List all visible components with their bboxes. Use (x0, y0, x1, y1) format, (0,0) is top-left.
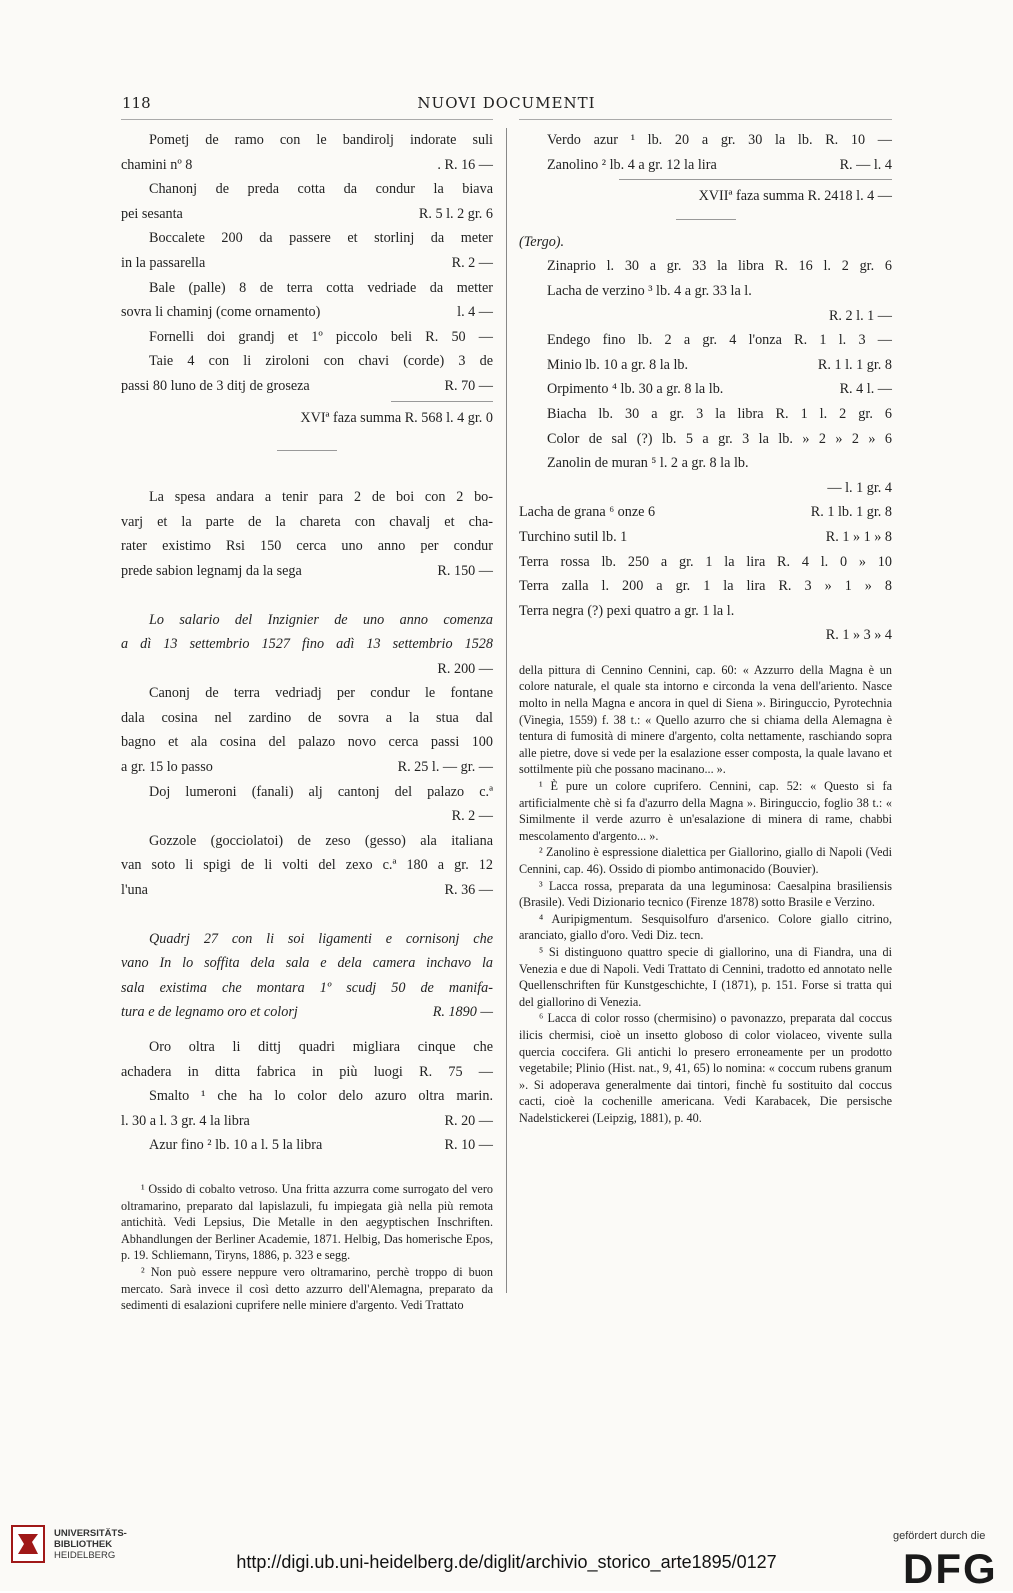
right-footnotes (519, 662, 892, 1127)
text-line (121, 325, 493, 350)
line-text: in la passarella (121, 254, 206, 271)
line-text: dala cosina nel zardino de sovra a la stua dal (121, 709, 493, 726)
left-column (121, 128, 493, 1314)
line-text: a gr. 15 lo passo (121, 759, 213, 776)
footnote: della pittura di Cennino Cennini, cap. 60: « Azzurro della Magna è un colore naturale, el quale sta intorno e circonda la vena dell'ariento. Nasce molto in nella Magna e ancora in quel di Siena ». Biringuccio, Pyrotechnia (Vinegia, 1559) f. 38 t.: « Quello azurro che si chiama della Alemagna è tentura di fumosità di minere d'argento, colta nettamente, raschiando sopra alle pietre, dove si vede per la esalazione esser composta, la quale lavano et sottilmente più che possano macinano... ». (519, 662, 892, 777)
line-text: Color de sal (?) lb. 5 a gr. 3 la lb. » 2 » 2 » 6 (547, 430, 892, 447)
text-line (519, 574, 892, 599)
text-line (121, 608, 493, 633)
text-line (121, 657, 493, 682)
line-text: Endego fino lb. 2 a gr. 4 l'onza R. 1 l. 3 — (547, 332, 892, 349)
section-rule (277, 450, 337, 451)
line-amount: R. 1 lb. 1 gr. 8 (810, 504, 892, 521)
text-line (121, 1000, 493, 1025)
text-line (519, 128, 892, 153)
text-line (121, 829, 493, 854)
sum-rule-right (619, 179, 892, 180)
text-line (519, 254, 892, 279)
text-line (519, 451, 892, 476)
line-text: vano In lo soffita dela sala e dela camera inchavo la (121, 955, 493, 972)
text-line (121, 510, 493, 535)
text-line (519, 500, 892, 525)
running-title: NUOVI DOCUMENTI (417, 94, 596, 112)
line-text: Lacha de grana ⁶ onze 6 (519, 504, 656, 521)
line-amount: R. 5 l. 2 gr. 6 (418, 205, 493, 222)
line-text: van soto li spigi de li volti del zexo c.ª 180 a gr. 12 (121, 857, 493, 874)
line-text: tura e de legnamo oro et colorj (121, 1004, 298, 1021)
text-line (121, 878, 493, 903)
line-text: R. 2 — (451, 808, 493, 825)
line-text: R. 200 — (437, 660, 493, 677)
header-rule-left (121, 119, 493, 120)
right-entries-2 (519, 254, 892, 648)
page-number: 118 (122, 94, 151, 112)
line-text: Terra rossa lb. 250 a gr. 1 la lira R. 4 l. 0 » 10 (519, 553, 892, 570)
page-sum-17: XVIIª faza summa R. 2418 l. 4 — (698, 188, 892, 205)
text-line (121, 534, 493, 559)
text-line (121, 202, 493, 227)
text-line (121, 755, 493, 780)
text-line (121, 559, 493, 584)
text-line (519, 279, 892, 304)
line-text: sovra li chaminj (come ornamento) (121, 304, 321, 321)
left-entries-5 (121, 1035, 493, 1158)
line-amount: R. 1 » 1 » 8 (825, 528, 892, 545)
text-line (121, 300, 493, 325)
line-text: passi 80 luno de 3 ditj de groseza (121, 377, 310, 394)
text-line (121, 349, 493, 374)
header-rule-right (519, 119, 892, 120)
text-line (121, 276, 493, 301)
line-text: Zanolino ² lb. 4 a gr. 12 la lira (547, 156, 717, 173)
line-text: Canonj de terra vedriadj per condur le fontane (149, 685, 493, 702)
left-entries-3 (121, 608, 493, 903)
text-line (121, 1133, 493, 1158)
line-text: Smalto ¹ che ha lo color delo azuro oltra marin. (149, 1088, 493, 1105)
text-line (519, 623, 892, 648)
text-line (121, 177, 493, 202)
tergo-heading: (Tergo). (519, 233, 565, 250)
text-line (121, 706, 493, 731)
text-line (519, 525, 892, 550)
text-line (121, 951, 493, 976)
line-text: Chanonj de preda cotta da condur la biava (149, 181, 493, 198)
line-text: Biacha lb. 30 a gr. 3 la libra R. 1 l. 2 gr. 6 (547, 405, 892, 422)
line-text: Taie 4 con li ziroloni con chavi (corde) 3 de (149, 353, 493, 370)
text-line (121, 853, 493, 878)
line-text: R. 1 » 3 » 4 (825, 627, 892, 644)
line-amount: R. 1890 — (432, 1004, 493, 1021)
line-amount: R. 150 — (437, 562, 493, 579)
text-line (519, 599, 892, 624)
line-text: l'una (121, 882, 148, 899)
line-amount: R. 20 — (444, 1112, 493, 1129)
line-text: — l. 1 gr. 4 (827, 479, 892, 496)
text-line (519, 402, 892, 427)
line-text: Fornelli doi grandj et 1º piccolo beli R. 50 — (149, 328, 493, 345)
text-line (519, 328, 892, 353)
text-line (121, 1109, 493, 1134)
line-amount: R. — l. 4 (839, 156, 892, 173)
line-text: Turchino sutil lb. 1 (519, 528, 628, 545)
line-text: Doj lumeroni (fanali) alj cantonj del palazo c.ª (149, 783, 493, 800)
text-line (519, 353, 892, 378)
text-line (121, 226, 493, 251)
text-line (121, 251, 493, 276)
right-column (519, 128, 892, 1127)
footnote: ¹ È pure un colore cuprifero. Cennini, cap. 52: « Questo si fa artificialmente chè si fa d'azurro della Magna ». Biringuccio, foglio 38 t.: « Similmente il verde azurro è un'esalazione di minera di rame, chabbi mescolamento d'argento... ». (519, 779, 892, 843)
line-text: a dì 13 settembrio 1527 fino adì 13 settembrio 1528 (121, 636, 493, 653)
line-text: Boccalete 200 da passere et storlinj da meter (149, 230, 493, 247)
line-text: Quadrj 27 con li soi ligamenti e cornisonj che (149, 930, 493, 947)
line-text: La spesa andara a tenir para 2 de boi con 2 bo- (149, 489, 493, 506)
line-text: chamini nº 8 (121, 156, 193, 173)
sum-rule (391, 401, 493, 402)
line-amount: R. 70 — (444, 377, 493, 394)
library-name: UNIVERSITÄTS- BIBLIOTHEK HEIDELBERG (54, 1528, 127, 1561)
line-text: Lo salario del Inzignier de uno anno comenza (149, 611, 493, 628)
line-text: sala existima che montara 1º scudj 50 de manifa- (121, 979, 493, 996)
line-text: Bale (palle) 8 de terra cotta vedriade da metter (149, 279, 493, 296)
line-text: achadera in ditta fabrica in più luogi R. 75 — (121, 1063, 493, 1080)
section-rule-right (676, 219, 736, 220)
text-line (519, 153, 892, 178)
footnote: ⁶ Lacca di color rosso (chermisino) o pavonazzo, preparata dal coccus ilicis chermisi, cioè un insetto globoso di color violaceo, vivente sulla quercia coccifera. Gli antichi lo presero erroneamente per un prodotto vegetabile; Plinio (Hist. nat., 9, 41, 65) lo nomina: « coccum rubens granum ». Si adoperava generalmente dai tintori, finchè fu sostituito dal coccus cacti, cioè la cochenille americana. Vedi Karabacek, Die persische Nadelstickerei (Leipzig, 1881), p. 40. (519, 1011, 892, 1125)
line-text: varj et la parte de la chareta con chavalj et cha- (121, 513, 493, 530)
text-line (121, 153, 493, 178)
line-text: Gozzole (gocciolatoi) de zeso (gesso) ala italiana (149, 832, 493, 849)
column-divider (506, 128, 507, 1293)
line-text: Minio lb. 10 a gr. 8 la lb. (547, 356, 689, 373)
line-text: Lacha de verzino ³ lb. 4 a gr. 33 la l. (547, 282, 752, 299)
line-amount: . R. 16 — (437, 156, 493, 173)
line-amount: R. 1 l. 1 gr. 8 (817, 356, 892, 373)
line-amount: R. 36 — (444, 882, 493, 899)
left-entries-4 (121, 927, 493, 1025)
text-line (519, 377, 892, 402)
text-line (519, 427, 892, 452)
footnote: ² Non può essere neppure vero oltramarino, perchè troppo di buon mercato. Sarà invece il così detto azzurro dell'Alemagna, preparato da sedimenti di esalazioni cuprifere nelle miniere d'argento. Vedi Trattato (121, 1264, 493, 1313)
text-line (121, 128, 493, 153)
text-line (121, 804, 493, 829)
text-line (121, 1060, 493, 1085)
footnote: ³ Lacca rossa, preparata da una leguminosa: Caesalpina brasiliensis (Brasile). Vedi Dizionario tecnico (Firenze 1878) sotto Brasile e Verzino. (519, 878, 892, 910)
text-line (121, 681, 493, 706)
line-text: Verdo azur ¹ lb. 20 a gr. 30 la lb. R. 10 — (547, 132, 892, 148)
line-text: Orpimento ⁴ lb. 30 a gr. 8 la lb. (547, 381, 724, 398)
dfg-logo: DFG (903, 1545, 998, 1592)
line-text: Azur fino ² lb. 10 a l. 5 la libra (149, 1137, 323, 1154)
text-line (121, 485, 493, 510)
text-line (519, 476, 892, 501)
line-amount: R. 10 — (444, 1137, 493, 1154)
line-text: Terra zalla l. 200 a gr. 1 la lira R. 3 » 1 » 8 (519, 578, 892, 595)
line-text: Oro oltra li dittj quadri migliara cinque che (149, 1039, 493, 1055)
right-entries-1 (519, 128, 892, 177)
text-line (121, 730, 493, 755)
line-amount: R. 4 l. — (839, 381, 892, 398)
footnote: ⁵ Si distinguono quattro specie di giallorino, una di Fiandra, una di Venezia e due di Napoli. Vedi Trattato di Cennini, tradotto ed annotato nelle Quellenschriften für Kunstgeschichte, I (1871), p. 151. Forse si tratta qui del giallorino di Venezia. (519, 944, 892, 1009)
left-entries-1 (121, 128, 493, 399)
text-line (121, 927, 493, 952)
line-amount: R. 25 l. — gr. — (397, 759, 493, 776)
footnote: ⁴ Auripigmentum. Sesquisolfuro d'arsenico. Colore giallo citrino, aranciato, giallo d'oro. Vedi Diz. tecn. (519, 911, 892, 943)
page-sum-16: XVIª faza summa R. 568 l. 4 gr. 0 (300, 409, 493, 426)
left-entries-2 (121, 485, 493, 583)
source-url[interactable]: http://digi.ub.uni-heidelberg.de/diglit/archivio_storico_arte1895/0127 (236, 1552, 777, 1572)
footnote: ² Zanolino è espressione dialettica per Giallorino, giallo di Napoli (Vedi Cennini, cap. 46). Ossido di piombo antimonacido (Bouvier). (519, 845, 892, 876)
text-line (121, 1084, 493, 1109)
line-text: Terra negra (?) pexi quatro a gr. 1 la l. (519, 602, 735, 619)
text-line (121, 374, 493, 399)
line-text: rater existimo Rsi 150 cerca uno anno per condur (121, 538, 493, 555)
line-text: prede sabion legnamj da la sega (121, 562, 302, 579)
line-text: Zanolin de muran ⁵ l. 2 a gr. 8 la lb. (547, 455, 749, 472)
line-text: bagno et ala cosina del palazo novo cerca passi 100 (121, 734, 493, 751)
footnote: ¹ Ossido di cobalto vetroso. Una fritta azzurra come surrogato del vero oltramarino, preparato dal lapislazuli, fu impiegata già nella più remota antichità. Vedi Lepsius, Die Metalle in den aegyptischen Inschriften. Abhandlungen der Berliner Academie, 1871. Helbig, Das homerische Epos, p. 19. Schliemann, Tiryns, 1886, p. 323 e segg. (121, 1181, 493, 1263)
line-text: l. 30 a l. 3 gr. 4 la libra (121, 1112, 250, 1129)
text-line (121, 632, 493, 657)
text-line (519, 304, 892, 329)
text-line (121, 780, 493, 805)
line-text: pei sesanta (121, 205, 183, 222)
left-footnotes (121, 1181, 493, 1314)
line-amount: l. 4 — (457, 304, 493, 321)
text-line (121, 1035, 493, 1060)
text-line (519, 550, 892, 575)
funding-note: gefördert durch die (893, 1530, 986, 1542)
line-text: Zinaprio l. 30 a gr. 33 la libra R. 16 l. 2 gr. 6 (547, 258, 892, 275)
line-text: R. 2 l. 1 — (828, 307, 892, 324)
line-text: Pometj de ramo con le bandirolj indorate suli (149, 132, 493, 148)
line-amount: R. 2 — (451, 254, 493, 271)
text-line (121, 976, 493, 1001)
